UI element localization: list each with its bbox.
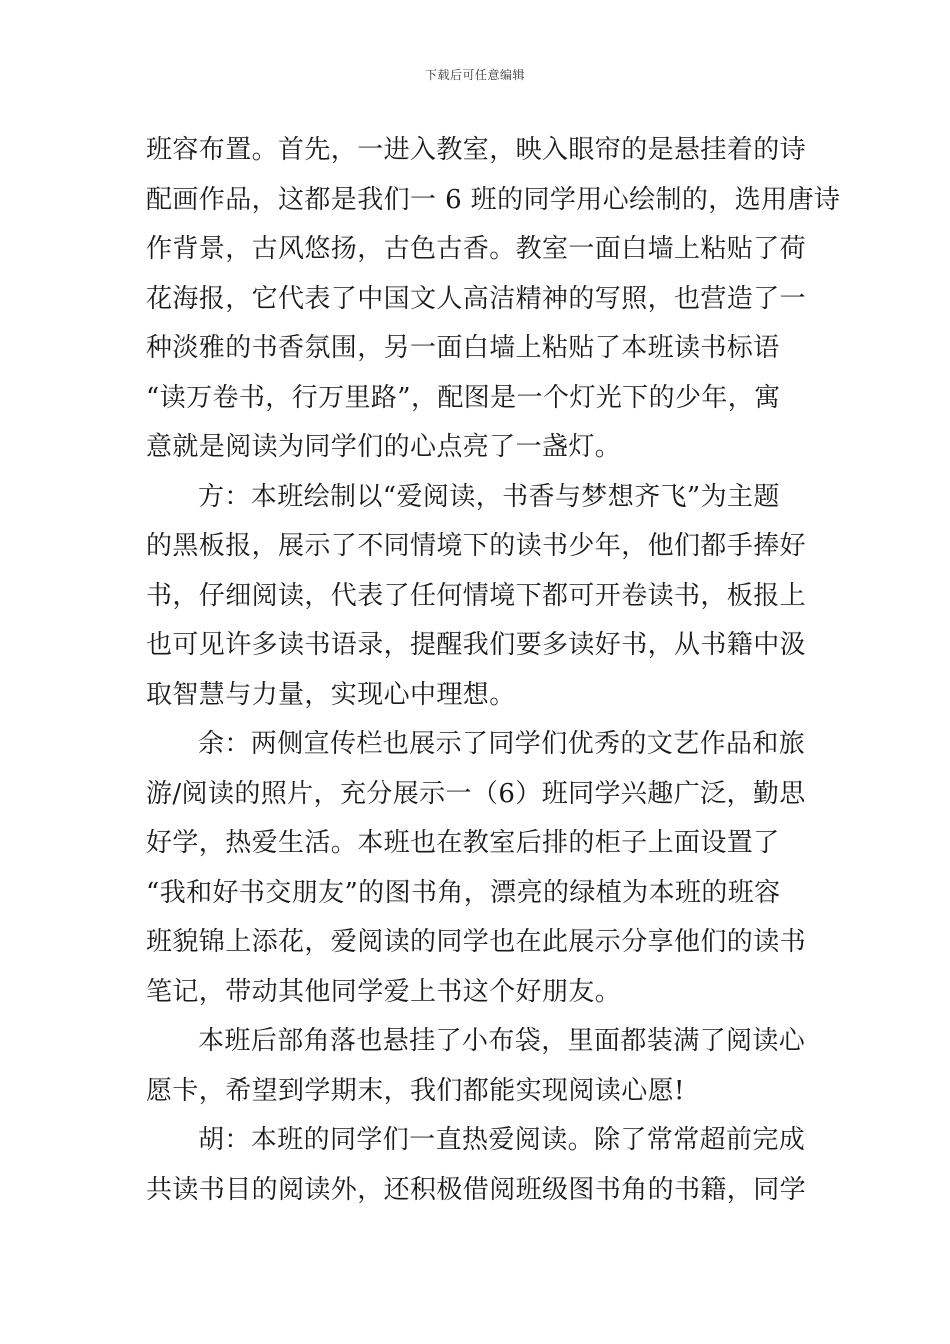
text-line: 余：两侧宣传栏也展示了同学们优秀的文艺作品和旅	[198, 729, 806, 759]
document-body	[146, 126, 841, 1215]
text-line: 好学，热爱生活。本班也在教室后排的柜子上面设置了	[146, 828, 780, 858]
text-line: 作背景，古风悠扬，古色古香。教室一面白墙上粘贴了荷	[146, 234, 807, 264]
text-line: 愿卡，希望到学期末，我们都能实现阅读心愿!	[146, 1075, 685, 1106]
text-line: “读万卷书，行万里路”，配图是一个灯光下的少年，寓	[146, 382, 781, 413]
text-line: 笔记，带动其他同学爱上书这个好朋友。	[146, 976, 622, 1007]
text-line: 取智慧与力量，实现心中理想。	[146, 679, 516, 710]
text-line: 胡：本班的同学们一直热爱阅读。除了常常超前完成	[198, 1125, 806, 1155]
text-line: 配画作品，这都是我们一 6 班的同学用心绘制的，选用唐诗	[146, 184, 841, 215]
text-line: 的黑板报，展示了不同情境下的读书少年，他们都手捧好	[146, 531, 807, 561]
text-line: 书，仔细阅读，代表了任何情境下都可开卷读书，板报上	[146, 580, 807, 611]
text-line: “我和好书交朋友”的图书角，漂亮的绿植为本班的班容	[146, 877, 781, 908]
text-line: 游/阅读的照片，充分展示一（6）班同学兴趣广泛，勤思	[146, 778, 806, 809]
text-line: 也可见许多读书语录，提醒我们要多读好书，从书籍中汲	[146, 630, 807, 660]
text-line: 花海报，它代表了中国文人高洁精神的写照，也营造了一	[146, 283, 807, 314]
text-line: 共读书目的阅读外，还积极借阅班级图书角的书籍，同学	[146, 1174, 807, 1205]
text-line: 种淡雅的书香氛围，另一面白墙上粘贴了本班读书标语	[146, 333, 780, 363]
text-line: 方：本班绘制以“爱阅读，书香与梦想齐飞”为主题	[198, 481, 780, 512]
text-line: 班容布置。首先，一进入教室，映入眼帘的是悬挂着的诗	[146, 135, 807, 165]
text-line: 班貌锦上添花，爱阅读的同学也在此展示分享他们的读书	[146, 927, 807, 957]
text-line: 意就是阅读为同学们的心点亮了一盏灯。	[146, 432, 622, 462]
text-line: 本班后部角落也悬挂了小布袋，里面都装满了阅读心	[198, 1026, 806, 1056]
page-header: 下载后可任意编辑	[424, 68, 525, 82]
